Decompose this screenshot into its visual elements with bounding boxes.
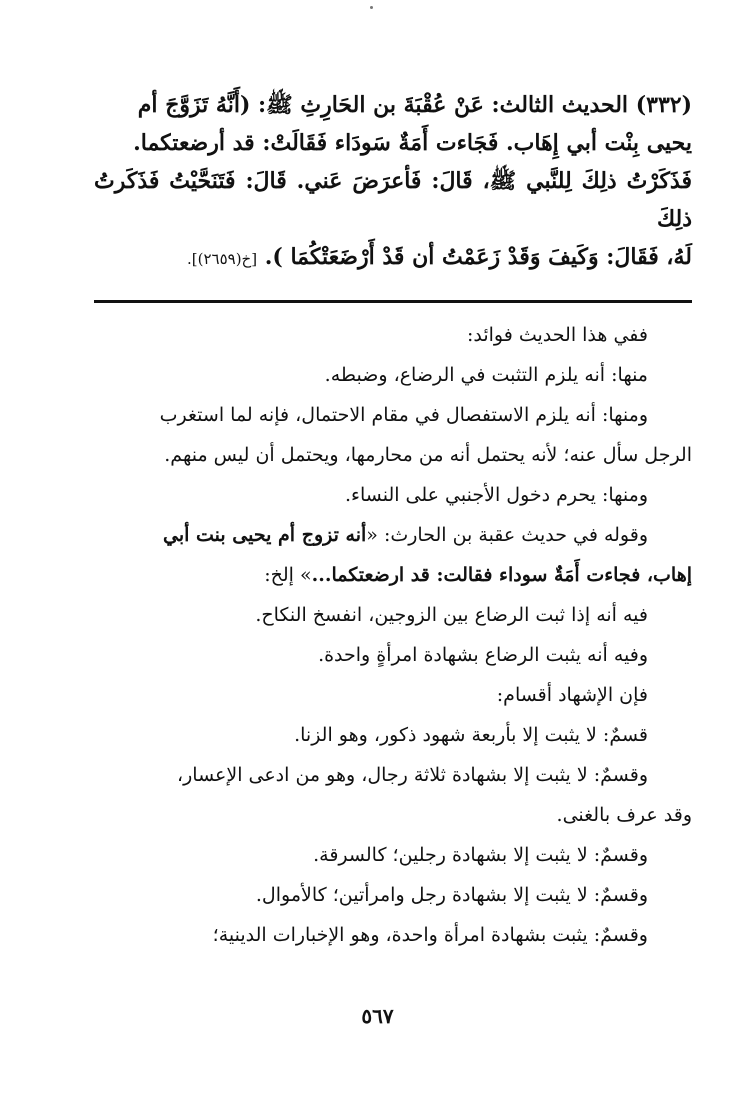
hadith-reference: [خ(٢٦٥٩)]. bbox=[186, 250, 258, 268]
commentary-line-14: وقسمٌ: لا يثبت إلا بشهادة رجلين؛ كالسرقة. bbox=[313, 844, 648, 866]
commentary-line-7 bbox=[94, 555, 692, 595]
commentary-line-10: فإن الإشهاد أقسام: bbox=[496, 684, 648, 706]
hadith-text bbox=[94, 86, 692, 278]
commentary-line-1: ففي هذا الحديث فوائد: bbox=[466, 324, 648, 346]
page-number: ٥٦٧ bbox=[361, 1004, 394, 1028]
commentary-line-12: وقسمٌ: لا يثبت إلا بشهادة ثلاثة رجال، وهو من ادعى الإعسار، bbox=[176, 764, 648, 786]
hadith-line-1: (٣٣٢) الحديث الثالث: عَنْ عُقْبَةَ بن الحَارِثِ ﷺ: (أَنَّهُ تَزَوَّجَ أم bbox=[137, 92, 692, 118]
commentary-line-9: وفيه أنه يثبت الرضاع بشهادة امرأةٍ واحدة. bbox=[318, 644, 648, 666]
hadith-line-4 bbox=[94, 238, 692, 278]
hadith-line-4-text: لَهُ، فَقَالَ: وَكَيفَ وَقَدْ زَعَمْتُ أن قَدْ أَرْضَعَتْكُمَا ). bbox=[264, 244, 692, 270]
commentary-line-5: ومنها: يحرم دخول الأجنبي على النساء. bbox=[345, 484, 648, 506]
commentary-line-3: ومنها: أنه يلزم الاستفصال في مقام الاحتمال، فإنه لما استغرب bbox=[159, 404, 648, 426]
scan-dot bbox=[370, 6, 373, 9]
hadith-line-2: يحيى بِنْت أبي إِهَاب. فَجَاءت أَمَةٌ سَودَاء فَقَالَتْ: قد أرضعتكما. bbox=[133, 130, 692, 156]
commentary-line-15: وقسمٌ: لا يثبت إلا بشهادة رجل وامرأتين؛ كالأموال. bbox=[255, 884, 648, 906]
commentary-line-8: فيه أنه إذا ثبت الرضاع بين الزوجين، انفسخ النكاح. bbox=[255, 604, 648, 626]
separator-line bbox=[94, 300, 692, 303]
commentary-line-7-quote: إهاب، فجاءت أَمَةٌ سوداء فقالت: قد ارضعتكما... bbox=[311, 564, 692, 586]
commentary-line-6 bbox=[94, 515, 692, 555]
commentary bbox=[94, 315, 692, 955]
hadith-line-3: فَذَكَرْتُ ذلِكَ لِلنَّبي ﷺ، قَالَ: فَأعرَضَ عَني. قَالَ: فَتَنَحَّيْتُ فَذَكَرتُ ذلِكَ bbox=[94, 168, 692, 232]
commentary-line-4: الرجل سأل عنه؛ لأنه يحتمل أنه من محارمها، ويحتمل أن ليس منهم. bbox=[164, 444, 692, 466]
commentary-line-2: منها: أنه يلزم التثبت في الرضاع، وضبطه. bbox=[324, 364, 648, 386]
commentary-line-13: وقد عرف بالغنى. bbox=[556, 804, 692, 826]
commentary-line-11: قسمٌ: لا يثبت إلا بأربعة شهود ذكور، وهو الزنا. bbox=[294, 724, 648, 746]
commentary-line-16: وقسمٌ: يثبت بشهادة امرأة واحدة، وهو الإخبارات الدينية؛ bbox=[212, 924, 648, 946]
commentary-line-6-quote: أنه تزوج أم يحيى بنت أبي bbox=[163, 524, 367, 546]
commentary-line-7-b: » إلخ: bbox=[264, 564, 312, 586]
page-content bbox=[94, 86, 692, 955]
commentary-line-6-a: وقوله في حديث عقبة بن الحارث: « bbox=[366, 524, 648, 546]
